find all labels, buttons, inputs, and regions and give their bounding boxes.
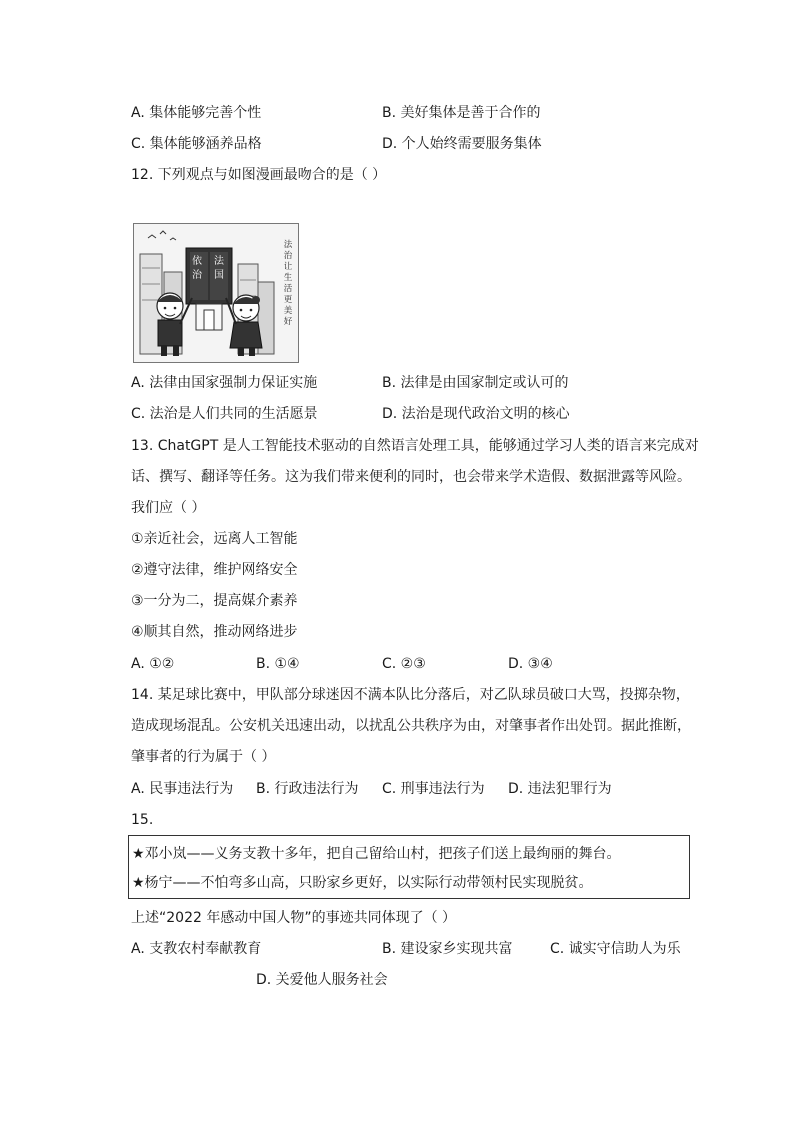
q11-option-d: D. 个人始终需要服务集体 [382, 136, 542, 152]
q13-option-b: B. ①④ [256, 656, 300, 672]
cartoon-drawing [134, 224, 298, 362]
q11-option-a: A. 集体能够完善个性 [131, 105, 262, 121]
q15-quote-box [128, 835, 690, 899]
book-title-col1: 依 [192, 256, 202, 267]
q14-option-a: A. 民事违法行为 [131, 781, 234, 797]
q15-option-a: A. 支教农村奉献教育 [131, 941, 262, 957]
q13-option-d: D. ③④ [508, 656, 553, 672]
q12-option-d: D. 法治是现代政治文明的核心 [382, 406, 570, 422]
q14-line-1: 14. 某足球比赛中，甲队部分球迷因不满本队比分落后，对乙队球员破口大骂，投掷杂物， [131, 687, 690, 703]
q14-option-b: B. 行政违法行为 [256, 781, 359, 797]
cartoon-image [133, 223, 299, 363]
q15-box-line-2: ★杨宁——不怕弯多山高，只盼家乡更好，以实际行动带领村民实现脱贫。 [132, 875, 593, 891]
q13-line-3: 我们应（ ） [131, 500, 206, 516]
q15-option-d: D. 关爱他人服务社会 [256, 972, 388, 988]
q11-option-b: B. 美好集体是善于合作的 [382, 105, 541, 121]
q15-option-c: C. 诚实守信助人为乐 [550, 941, 681, 957]
q14-option-d: D. 违法犯罪行为 [508, 781, 612, 797]
q12-stem: 12. 下列观点与如图漫画最吻合的是（ ） [131, 167, 387, 183]
book-title-col2: 法 [214, 256, 224, 267]
q13-option-a: A. ①② [131, 656, 175, 672]
q15-stem: 上述“2022 年感动中国人物”的事迹共同体现了（ ） [131, 910, 457, 926]
q13-item-2: ②遵守法律，维护网络安全 [131, 562, 298, 578]
q15-option-b: B. 建设家乡实现共富 [382, 941, 513, 957]
q14-line-2: 造成现场混乱。公安机关迅速出动，以扰乱公共秩序为由，对肇事者作出处罚。据此推断， [131, 718, 691, 734]
q13-item-3: ③一分为二，提高媒介素养 [131, 593, 298, 609]
q14-line-3: 肇事者的行为属于（ ） [131, 749, 276, 765]
q13-option-c: C. ②③ [382, 656, 426, 672]
book-title-col2b: 国 [214, 270, 224, 281]
q12-option-a: A. 法律由国家强制力保证实施 [131, 375, 318, 391]
q12-option-b: B. 法律是由国家制定或认可的 [382, 375, 569, 391]
q13-item-4: ④顺其自然，推动网络进步 [131, 624, 298, 640]
q11-option-c: C. 集体能够涵养品格 [131, 136, 262, 152]
cartoon-slogan: 法治让生活更美好 [283, 240, 293, 327]
q13-line-1: 13. ChatGPT 是人工智能技术驱动的自然语言处理工具，能够通过学习人类的语言来完成对 [131, 438, 699, 454]
q15-box-line-1: ★邓小岚——义务支教十多年，把自己留给山村，把孩子们送上最绚丽的舞台。 [132, 846, 621, 862]
q13-line-2: 话、撰写、翻译等任务。这为我们带来便利的同时，也会带来学术造假、数据泄露等风险。 [131, 469, 691, 485]
q14-option-c: C. 刑事违法行为 [382, 781, 485, 797]
q12-option-c: C. 法治是人们共同的生活愿景 [131, 406, 318, 422]
q13-item-1: ①亲近社会，远离人工智能 [131, 531, 298, 547]
book-title-col1b: 治 [192, 270, 202, 281]
q15-number: 15. [131, 812, 154, 828]
